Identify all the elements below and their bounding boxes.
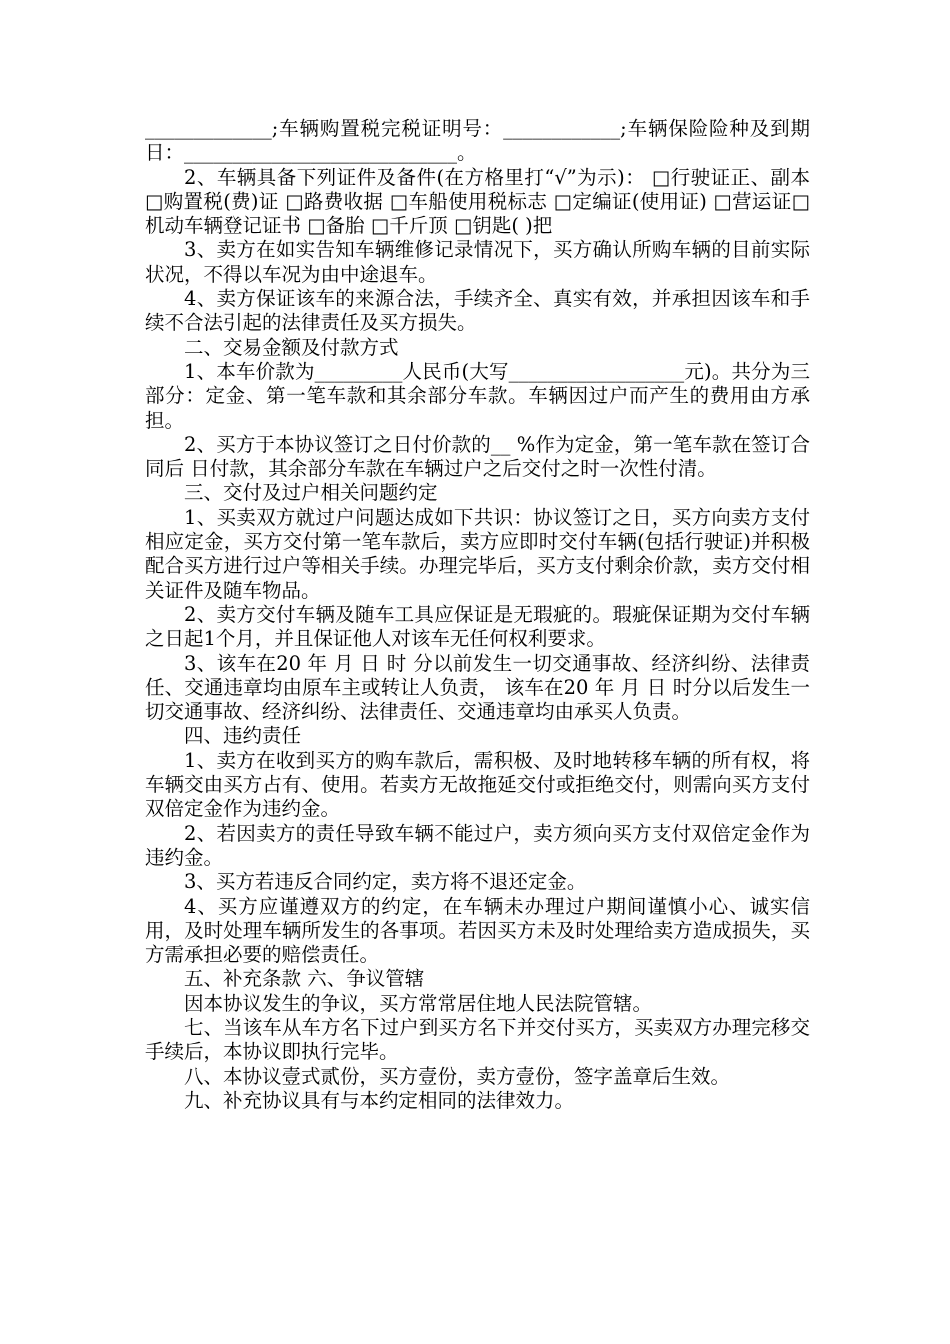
paragraph-documents-checklist: 2、车辆具备下列证件及备件(在方格里打“√”为示)： □行驶证正、副本 □购置税(费)证 □路费收据 □车船使用税标志 □定编证(使用证) □营运证□机动车辆登记证书 □备胎 □千斤顶 □钥匙( )把: [145, 165, 810, 238]
paragraph-warranty: 2、卖方交付车辆及随车工具应保证是无瑕疵的。瑕疵保证期为交付车辆之日起1个月，并且保证他人对该车无任何权利要求。: [145, 602, 810, 651]
paragraph-transfer-failure: 2、若因卖方的责任导致车辆不能过户，卖方须向买方支付双倍定金作为违约金。: [145, 821, 810, 869]
paragraph-supplement-effect: 九、补充协议具有与本约定相同的法律效力。: [184, 1088, 575, 1112]
paragraph-deposit: 2、买方于本协议签订之日付价款的__ %作为定金，第一笔车款在签订合同后 日付款，其余部分车款在车辆过户之后交付之时一次性付清。: [145, 432, 810, 481]
paragraph-buyer-breach: 3、买方若违反合同约定，卖方将不退还定金。: [184, 870, 587, 894]
paragraph-legal-source: 4、卖方保证该车的来源合法，手续齐全、真实有效，并承担因该车和手续不合法引起的法律责任及买方损失。: [145, 287, 810, 335]
paragraph-completion: 七、当该车从车方名下过户到买方名下并交付买方，买卖双方办理完移交手续后，本协议即执行完毕。: [145, 1015, 810, 1064]
paragraph-copies: 八、本协议壹式贰份，买方壹份，卖方壹份，签字盖章后生效。: [184, 1064, 731, 1088]
paragraph-vehicle-condition: 3、卖方在如实告知车辆维修记录情况下，买方确认所购车辆的目前实际状况，不得以车况为由中途退车。: [145, 238, 810, 286]
paragraph-insurance-blanks: _____________;车辆购置税完税证明号：____________;车辆保险险种及到期日：____________________________。: [145, 117, 810, 165]
section-heading-payment: 二、交易金额及付款方式: [184, 335, 399, 359]
section-heading-transfer: 三、交付及过户相关问题约定: [184, 481, 438, 505]
paragraph-seller-breach: 1、卖方在收到买方的购车款后，需积极、及时地转移车辆的所有权，将车辆交由买方占有、使用。若卖方无故拖延交付或拒绝交付，则需向买方支付双倍定金作为违约金。: [145, 748, 810, 821]
paragraph-jurisdiction: 因本协议发生的争议，买方常常居住地人民法院管辖。: [184, 991, 653, 1015]
document-body: [145, 117, 810, 1113]
paragraph-buyer-duties: 4、买方应谨遵双方的约定，在车辆未办理过户期间谨慎小心、诚实信用，及时处理车辆所发生的各事项。若因买方未及时处理给卖方造成损失，买方需承担必要的赔偿责任。: [145, 894, 810, 967]
paragraph-liability-cutoff: 3、该车在20 年 月 日 时 分以前发生一切交通事故、经济纠纷、法律责任、交通违章均由原车主或转让人负责， 该车在20 年 月 日 时分以后发生一切交通事故、经济纠纷、法律责任、交通违章均由承买人负责。: [145, 651, 810, 724]
paragraph-transfer-consensus: 1、买卖双方就过户问题达成如下共识：协议签订之日，买方向卖方支付相应定金，买方交付第一笔车款后，卖方应即时交付车辆(包括行驶证)并积极配合买方进行过户等相关手续。办理完毕后，买方支付剩余价款，卖方交付相关证件及随车物品。: [145, 505, 810, 602]
section-heading-supplementary: 五、补充条款 六、争议管辖: [184, 967, 425, 991]
section-heading-breach: 四、违约责任: [184, 724, 302, 748]
paragraph-price: 1、本车价款为_________人民币(大写__________________元)。共分为三部分：定金、第一笔车款和其余部分车款。车辆因过户而产生的费用由方承担。: [145, 359, 810, 432]
